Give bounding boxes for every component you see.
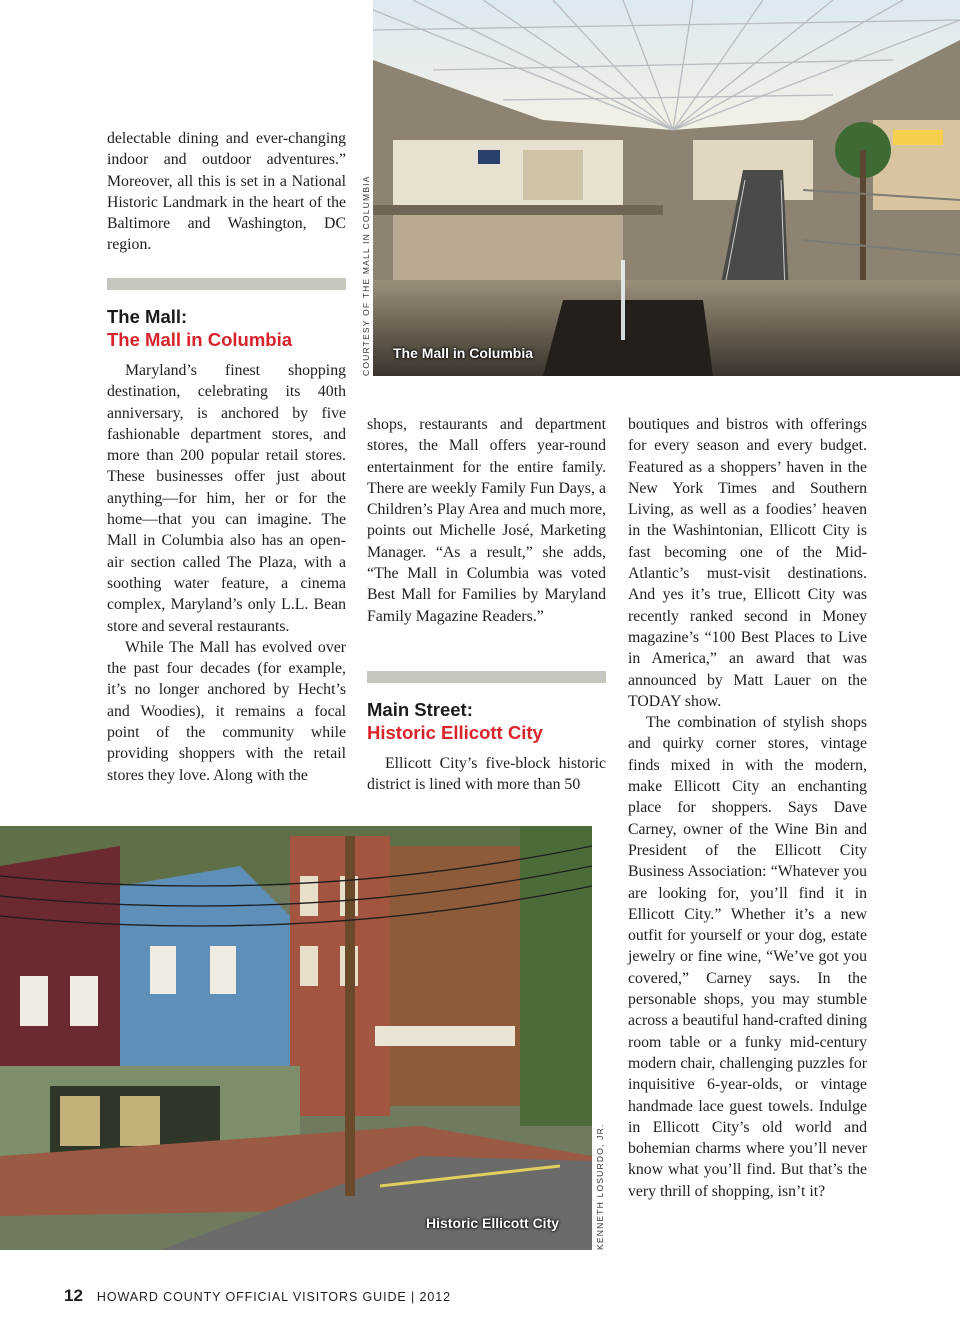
mall-photo-caption: The Mall in Columbia (393, 345, 534, 361)
footer-publication-title: HOWARD COUNTY OFFICIAL VISITORS GUIDE | 2012 (96, 1290, 451, 1304)
main-street-heading: Main Street: (367, 699, 473, 720)
mall-heading: The Mall: (107, 306, 188, 327)
col1-top-text (107, 128, 346, 256)
col1-top-paragraph: delectable dining and ever-changing indoor and outdoor adventures.” Moreover, all this is set in a National Historic Landmark in the heart of the Baltimore and Washington, DC region. (107, 130, 346, 254)
main-street-paragraph-2: boutiques and bistros with offerings for every season and every budget. Featured as a shoppers’ haven in the New York Times and Southern Living, as well as a foodies’ heaven in the Washintonian, Ellicott City is fast becoming one of the Mid-Atlantic’s must-visit destinations. And yes it’s true, Ellicott City was recently ranked second in Money magazine’s “100 Best Places to Live in America,” an award that was announced by Matt Lauer on the TODAY show. (628, 416, 867, 710)
mall-section-heading (107, 305, 292, 351)
mall-section-body (107, 360, 346, 786)
mall-subheading: The Mall in Columbia (107, 329, 293, 350)
main-street-heading-block (367, 698, 543, 744)
mall-photo-credit: COURTESY OF THE MALL IN COLUMBIA (361, 175, 371, 376)
page-footer (64, 1286, 451, 1306)
main-street-paragraph-3: The combination of stylish shops and quirky corner stores, vintage finds mixed in with the modern, make Ellicott City an enchanting place for shoppers. Says Dave Carney, owner of the Wine Bin and President of the Ellicott City Business Association: “Whatever you are looking for, you’ll find it in Ellicott City.” Whether it’s a new outfit for yourself or your dog, estate jewelry or fine wine, “We’ve got you covered,” Carney says. In the personable shops, you may stumble across a beautiful hand-crafted dining room table or a funky mid-century modern chair, challenging puzzles for inquisitive 6-year-olds, or vintage handmade lace guest towels. Indulge in Ellicott City’s old world and bohemian charms where you’ll never know what you’ll find. But that’s the very thrill of shopping, isn’t it? (628, 714, 867, 1200)
main-street-rule (367, 671, 606, 683)
main-street-body (628, 414, 867, 1202)
street-photo (0, 826, 592, 1250)
mall-section-continued (367, 414, 606, 627)
page-number: 12 (64, 1286, 83, 1305)
mall-photo (373, 0, 960, 376)
street-photo-credit: KENNETH LOSURDO, JR. (595, 1123, 605, 1250)
mall-section-rule (107, 278, 346, 290)
mall-paragraph-3: shops, restaurants and department stores, the Mall offers year-round entertainment for the entire family. There are weekly Family Fun Days, a Children’s Play Area and much more, points out Michelle José, Marketing Manager. “As a result,” she adds, “The Mall in Columbia was voted Best Mall for Families by Maryland Family Magazine Readers.” (367, 416, 606, 625)
main-street-intro (367, 753, 606, 796)
street-photo-caption: Historic Ellicott City (426, 1215, 560, 1231)
main-street-paragraph-1: Ellicott City’s five-block historic district is lined with more than 50 (367, 755, 606, 794)
main-street-subheading: Historic Ellicott City (367, 722, 543, 743)
mall-paragraph-2: While The Mall has evolved over the past four decades (for example, it’s no longer anchored by Hecht’s and Woodies), it remains a focal point of the community while providing shoppers with the retail stores they love. Along with the (107, 638, 346, 784)
mall-paragraph-1: Maryland’s finest shopping destination, celebrating its 40th anniversary, is anchored by five fashionable department stores, and more than 200 popular retail stores. These businesses offer just about anything—for him, her or for the home—that you can imagine. The Mall in Columbia also has an open-air section called The Plaza, with a soothing water feature, a cinema complex, Maryland’s only L.L. Bean store and several restaurants. (107, 362, 346, 635)
